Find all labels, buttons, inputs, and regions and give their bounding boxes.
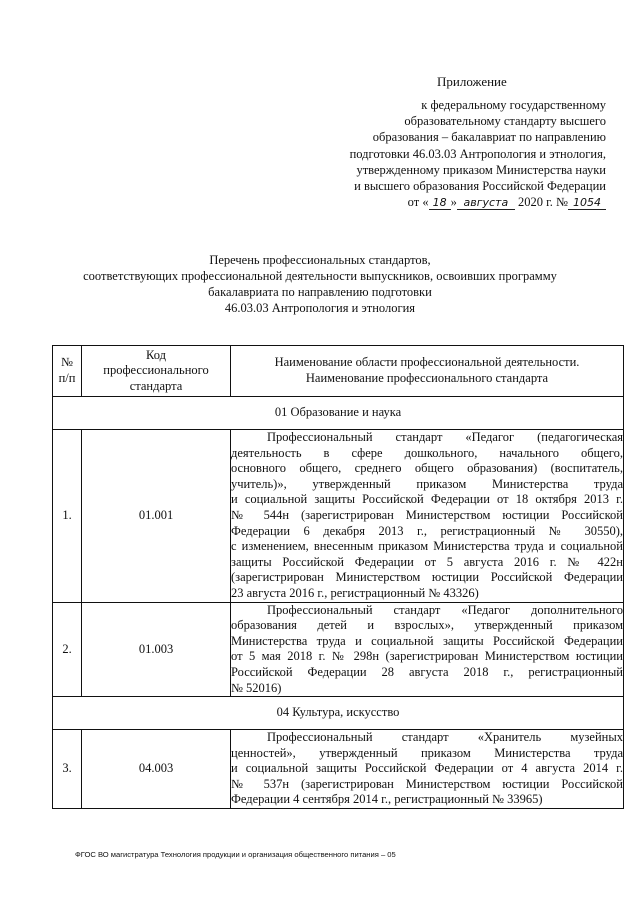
description-line: 23 августа 2016 г., регистрационный № 43326) (231, 585, 479, 600)
table-row (53, 730, 624, 809)
list-title-line: 46.03.03 Антропология и этнология (224, 301, 416, 315)
row-number: 3. (53, 730, 82, 809)
header-name-line: Наименование профессионального стандарта (305, 371, 549, 385)
description-line: (зарегистрирован Министерством юстиции Российской Федерации (231, 570, 623, 585)
description-line: защиты Российской Федерации от 5 августа 2016 г. № 422н (231, 554, 623, 569)
header-num-line: п/п (58, 371, 76, 385)
date-year: 2020 г. № (517, 195, 568, 210)
header-code-line: стандарта (129, 378, 183, 393)
description-line: № 544н (зарегистрирован Министерством юстиции Российской (231, 507, 623, 522)
description-line: основного общего, среднего общего образования) (воспитатель, (231, 461, 623, 476)
description-line: деятельность в сфере дошкольного, начального общего, (231, 445, 623, 460)
header-name (231, 346, 624, 397)
appendix-line: к федеральному государственному (421, 98, 606, 112)
date-prefix: от « (407, 195, 429, 210)
description-line: учитель)», утвержденный приказом Министерства труда (231, 476, 623, 491)
order-date-line (330, 194, 606, 210)
description-line: ценностей», утвержденный приказом Министерства труда (231, 745, 623, 760)
description-line: № 537н (зарегистрирован Министерством юстиции Российской (231, 776, 623, 791)
header-code-line: профессионального (103, 363, 209, 378)
standard-code: 01.001 (82, 430, 231, 603)
description-line: Федерации 6 декабря 2013 г., регистрационный № 30550), (231, 523, 623, 538)
description-line: и социальной защиты Российской Федерации от 18 октября 2013 г. (231, 492, 623, 507)
description-line: Профессиональный стандарт «Педагог (педагогическая (267, 430, 623, 444)
date-mid: » (450, 195, 457, 210)
table-row (53, 602, 624, 697)
section-title: 01 Образование и наука (53, 397, 624, 430)
header-num (53, 346, 82, 397)
section-row (53, 397, 624, 430)
standard-description (231, 730, 624, 809)
header-num-line: № (61, 355, 73, 370)
description-line: Профессиональный стандарт «Педагог дополнительного (267, 602, 623, 617)
header-name-line: Наименование области профессиональной деятельности. (274, 355, 580, 370)
table-header-row (53, 346, 624, 397)
list-title (60, 252, 580, 316)
description-line: от 5 мая 2018 г. № 298н (зарегистрирован Министерством юстиции (231, 649, 623, 664)
appendix-line: утвержденному приказом Министерства науки (356, 162, 606, 177)
order-number-handwritten: 1054 (568, 196, 606, 210)
section-title: 04 Культура, искусство (53, 697, 624, 730)
description-line: с изменением, внесенным приказом Министерства труда и социальной (231, 539, 623, 554)
appendix-line: подготовки 46.03.03 Антропология и этнология, (349, 146, 606, 161)
row-number: 2. (53, 602, 82, 697)
page-footer: ФГОС ВО магистратура Технология продукции и организация общественного питания – 05 (75, 850, 396, 859)
description-line: Министерства труда и социальной защиты Российской Федерации (231, 633, 623, 648)
description-line: образования детей и взрослых», утвержденный приказом (231, 618, 623, 633)
description-line: и социальной защиты Российской Федерации от 4 августа 2014 г. (231, 761, 623, 776)
standard-code: 04.003 (82, 730, 231, 809)
list-title-line: бакалавриата по направлению подготовки (208, 285, 432, 299)
list-title-line: соответствующих профессиональной деятельности выпускников, освоивших программу (83, 269, 557, 283)
description-line: Российской Федерации 28 августа 2018 г., регистрационный (231, 664, 623, 679)
row-number: 1. (53, 430, 82, 603)
list-title-line: Перечень профессиональных стандартов, (209, 253, 431, 267)
table-row (53, 430, 624, 603)
description-line: № 52016) (231, 680, 282, 695)
header-code (82, 346, 231, 397)
standard-code: 01.003 (82, 602, 231, 697)
appendix-line: образования – бакалавриат по направлению (372, 130, 606, 145)
standard-description (231, 602, 624, 697)
section-row (53, 697, 624, 730)
appendix-line: образовательному стандарту высшего (404, 114, 606, 129)
description-line: Профессиональный стандарт «Хранитель музейных (267, 730, 623, 745)
date-month-handwritten: августа (457, 196, 515, 210)
standards-table (52, 345, 624, 809)
appendix-title: Приложение (437, 74, 507, 89)
header-code-line: Код (146, 347, 166, 362)
standard-description (231, 430, 624, 603)
date-day-handwritten: 18 (429, 196, 451, 210)
appendix-line: и высшего образования Российской Федерации (354, 179, 606, 194)
appendix-header (330, 97, 606, 210)
description-line: Федерации 4 сентября 2014 г., регистрационный № 33965) (231, 792, 543, 807)
